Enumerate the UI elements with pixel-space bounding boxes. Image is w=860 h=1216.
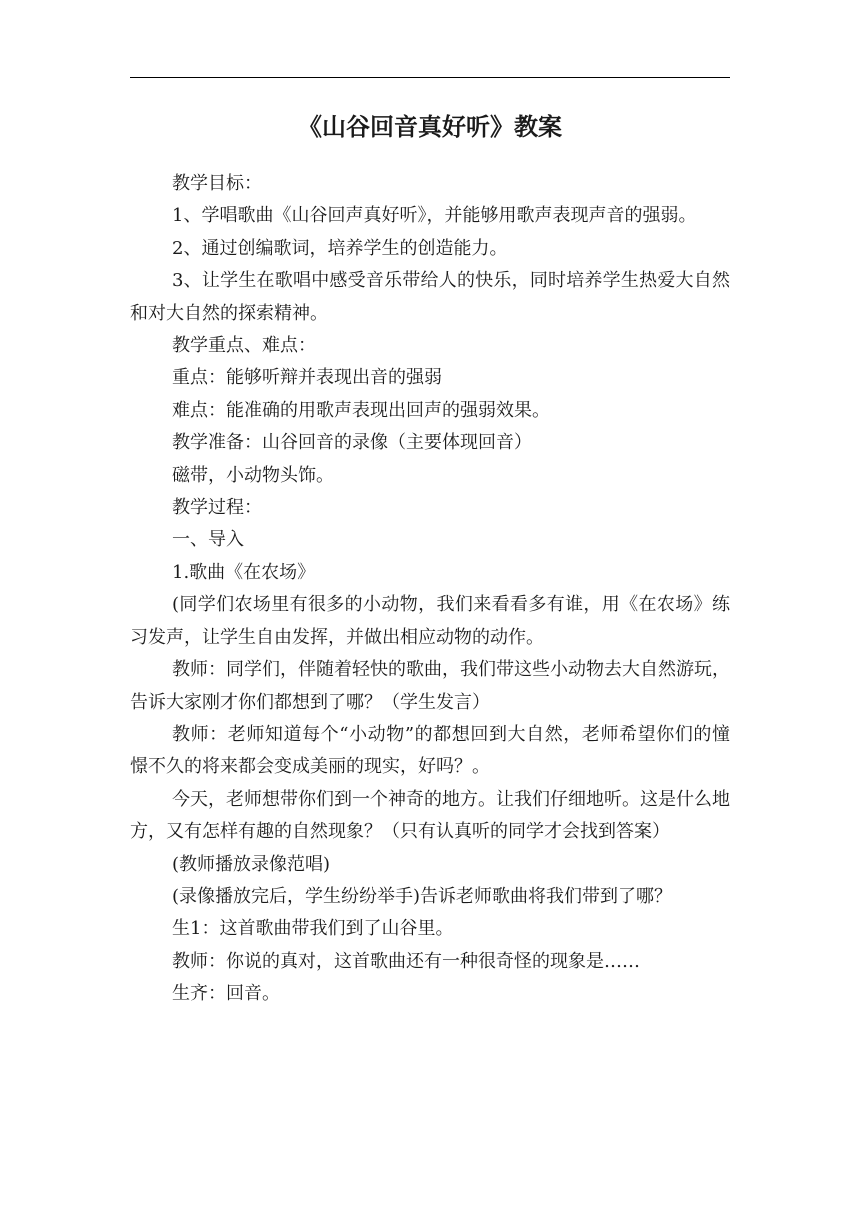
paragraph-teacher-2: 教师：老师知道每个“小动物”的都想回到大自然，老师希望你们的憧憬不久的将来都会变成美丽的现实，好吗？。 — [130, 723, 730, 778]
paragraph-teacher-3: 教师：你说的真对，这首歌曲还有一种很奇怪的现象是…… — [172, 950, 640, 972]
paragraph-difficulty: 难点：能准确的用歌声表现出回声的强弱效果。 — [172, 399, 550, 421]
paragraph-goal-3: 3、让学生在歌唱中感受音乐带给人的快乐，同时培养学生热爱大自然和对大自然的探索精神。 — [130, 270, 730, 324]
paragraph-student-1: 生1：这首歌曲带我们到了山谷里。 — [172, 918, 454, 940]
paragraph-video-play: (教师播放录像范唱) — [172, 853, 331, 875]
document-title: 《山谷回音真好听》教案 — [298, 112, 562, 141]
paragraph-after-video: (录像播放完后，学生纷纷举手)告诉老师歌曲将我们带到了哪？ — [172, 885, 673, 907]
paragraph-goal-1: 1、学唱歌曲《山谷回声真好听》，并能够用歌声表现声音的强弱。 — [172, 205, 697, 227]
paragraph-process-heading: 教学过程： — [172, 497, 262, 519]
paragraph-section-intro: 一、导入 — [172, 529, 244, 551]
paragraph-farm-warmup: (同学们农场里有很多的小动物，我们来看看多有谁，用《在农场》练习发声，让学生自由发挥，并做出相应动物的动作。 — [130, 594, 730, 648]
header-rule — [130, 77, 730, 78]
paragraph-materials: 磁带，小动物头饰。 — [172, 464, 334, 486]
paragraph-teacher-1: 教师：同学们，伴随着轻快的歌曲，我们带这些小动物去大自然游玩，告诉大家刚才你们都想到了哪？（学生发言） — [130, 659, 730, 713]
paragraph-key-points-heading: 教学重点、难点： — [172, 335, 316, 357]
paragraph-preparation: 教学准备：山谷回音的录像（主要体现回音） — [172, 432, 532, 454]
paragraph-key-point: 重点：能够听辩并表现出音的强弱 — [172, 367, 442, 389]
document-body — [130, 168, 730, 1011]
paragraph-today: 今天，老师想带你们到一个神奇的地方。让我们仔细地听。这是什么地方，又有怎样有趣的自然现象？（只有认真听的同学才会找到答案） — [130, 788, 730, 843]
paragraph-teaching-goals-heading: 教学目标： — [172, 173, 262, 194]
paragraph-goal-2: 2、通过创编歌词，培养学生的创造能力。 — [172, 237, 508, 259]
paragraph-students-chorus: 生齐：回音。 — [172, 983, 280, 1005]
paragraph-song-farm: 1.歌曲《在农场》 — [172, 561, 316, 583]
